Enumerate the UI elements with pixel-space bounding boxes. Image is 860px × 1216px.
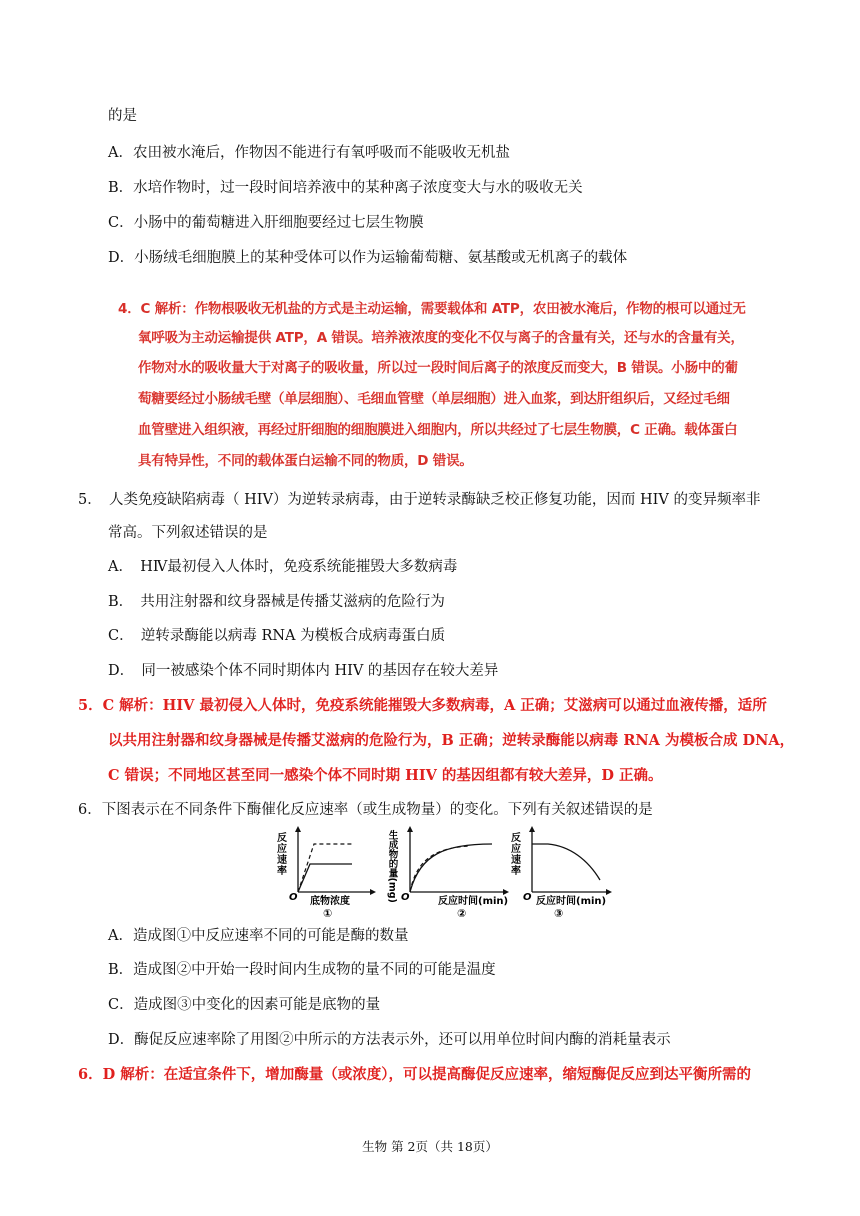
q6-option-c: C．造成图③中变化的因素可能是底物的量: [108, 997, 381, 1013]
g2-xlabel: 反应时间(min): [438, 896, 509, 907]
q4-analysis-line: 氧呼吸为主动运输提供 ATP，A 错误。培养液浓度的变化不仅与离子的含量有关，还与水的含量有关，: [138, 330, 744, 346]
q6-stem: 6．下图表示在不同条件下酶催化反应速率（或生成物量）的变化。下列有关叙述错误的是: [78, 802, 653, 818]
q6-figure: [270, 826, 616, 918]
g3-xlabel: 反应时间(min): [536, 896, 607, 907]
q5-option-a: A． HⅣ最初侵入人体时，免疫系统能摧毁大多数病毒: [108, 559, 458, 575]
q4-analysis-line: 作物对水的吸收量大于对离子的吸收量，所以过一段时间后离子的浓度反而变大，B 错误。小肠中的葡: [138, 360, 738, 376]
g3-ylabel: 反应速率: [508, 832, 520, 876]
q5-stem-line: 5． 人类免疫缺陷病毒（ HIV）为逆转录病毒，由于逆转录酶缺乏校正修复功能，因而 HIV 的变异频率非: [78, 492, 761, 508]
g1-ylabel: 反应速率: [274, 832, 286, 876]
graph-1: [275, 826, 377, 918]
q5-stem-line: 常高。下列叙述错误的是: [108, 525, 268, 541]
g3-origin: O: [523, 892, 532, 903]
q5-option-c: C． 逆转录酶能以病毒 RNA 为模板合成病毒蛋白质: [108, 628, 446, 644]
graph-3: [509, 826, 613, 918]
g1-origin: O: [289, 892, 298, 903]
q4-analysis-line: 萄糖要经过小肠绒毛壁（单层细胞）、毛细血管壁（单层细胞）进入血浆，到达肝组织后，又经过毛细: [138, 391, 730, 407]
g3-number: ③: [554, 907, 564, 918]
graph-2: [387, 826, 510, 918]
g1-number: ①: [323, 907, 333, 918]
page-footer: 生物 第 2页（共 18页）: [362, 1139, 498, 1154]
q6-analysis-line: 6．D 解析：在适宜条件下，增加酶量（或浓度），可以提高酶促反应速率，缩短酶促反应到达平衡所需的: [78, 1066, 751, 1083]
q5-analysis-line: C 错误；不同地区甚至同一感染个体不同时期 HIV 的基因组都有较大差异，D 正确。: [108, 767, 663, 784]
q4-analysis-line: 4．C 解析：作物根吸收无机盐的方式是主动运输，需要载体和 ATP，农田被水淹后，作物的根可以通过无: [118, 301, 746, 317]
g1-xlabel: 底物浓度: [310, 896, 350, 907]
q5-option-d: D． 同一被感染个体不同时期体内 HIV 的基因存在较大差异: [108, 663, 499, 679]
g2-origin: O: [401, 892, 410, 903]
q5-analysis-line: 以共用注射器和纹身器械是传播艾滋病的危险行为，B 正确；逆转录酶能以病毒 RNA 为模板合成 DNA，: [108, 732, 795, 749]
g2-number: ②: [457, 907, 467, 918]
g2-ylabel: 生成物的量(mg): [386, 830, 398, 903]
q6-option-a: A．造成图①中反应速率不同的可能是酶的数量: [108, 928, 409, 944]
q4-analysis-line: 具有特异性，不同的载体蛋白运输不同的物质，D 错误。: [138, 453, 473, 469]
q4-analysis-line: 血管壁进入组织液，再经过肝细胞的细胞膜进入细胞内，所以共经过了七层生物膜，C 正确。载体蛋白: [138, 422, 738, 438]
q4-stem-tail: 的是: [108, 108, 137, 124]
q6-option-b: B．造成图②中开始一段时间内生成物的量不同的可能是温度: [108, 962, 496, 978]
q4-option-c: C．小肠中的葡萄糖进入肝细胞要经过七层生物膜: [108, 215, 424, 231]
q6-option-d: D．酶促反应速率除了用图②中所示的方法表示外，还可以用单位时间内酶的消耗量表示: [108, 1032, 671, 1048]
q5-analysis-line: 5．C 解析：HIV 最初侵入人体时，免疫系统能摧毁大多数病毒，A 正确；艾滋病可以通过血液传播，适所: [78, 697, 767, 714]
q4-option-b: B．水培作物时，过一段时间培养液中的某种离子浓度变大与水的吸收无关: [108, 180, 583, 196]
q5-option-b: B． 共用注射器和纹身器械是传播艾滋病的危险行为: [108, 594, 445, 610]
q4-option-a: A．农田被水淹后，作物因不能进行有氧呼吸而不能吸收无机盐: [108, 145, 510, 161]
q4-option-d: D．小肠绒毛细胞膜上的某种受体可以作为运输葡萄糖、氨基酸或无机离子的载体: [108, 250, 628, 266]
